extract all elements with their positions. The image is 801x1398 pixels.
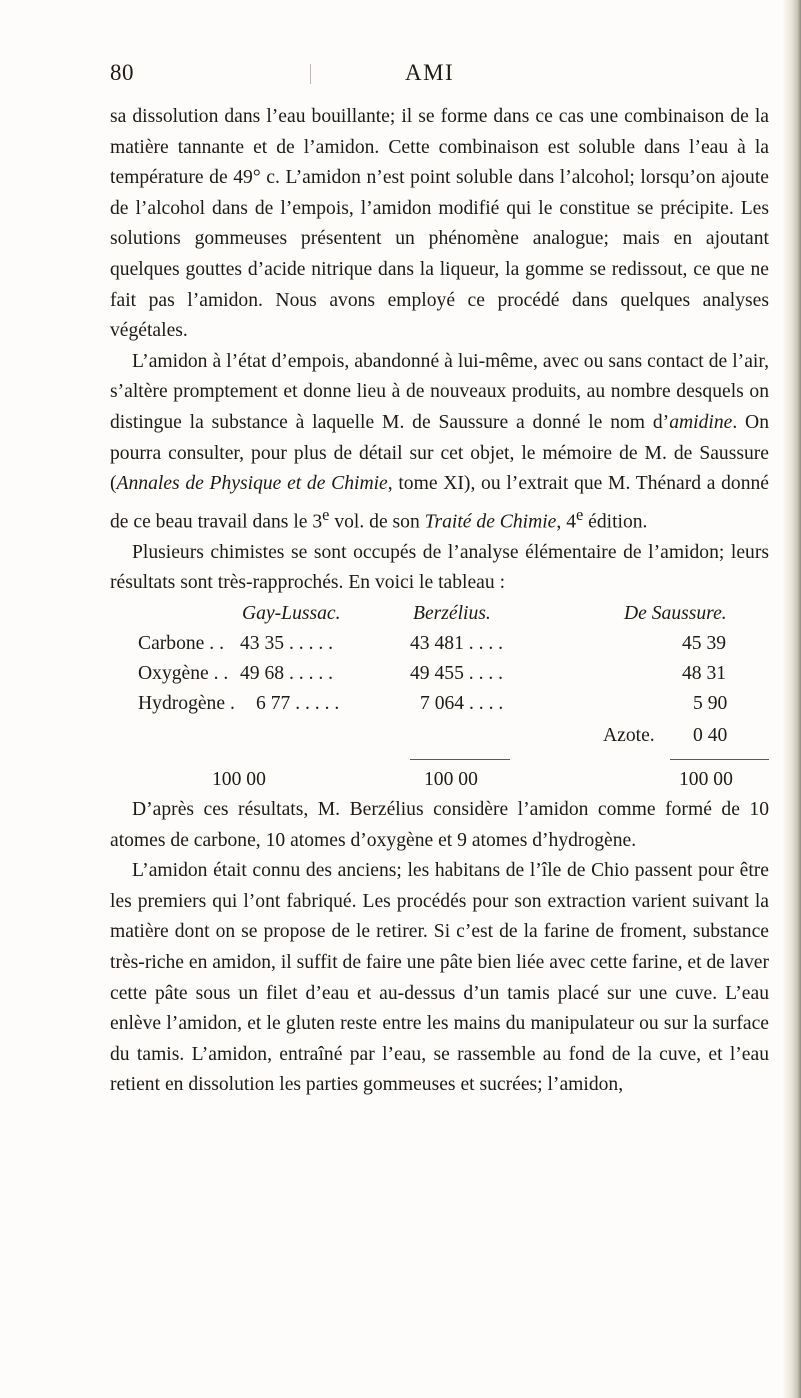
running-head: AMI [405,60,455,85]
table-header-row [110,599,769,629]
cell-value: 49 68 . . . . . [240,663,334,685]
table-totals-row [110,753,769,795]
journal-title: Annales de Physique et de Chimie [116,473,388,495]
page-number: 80 [110,60,134,85]
total-value: 100 00 [424,769,478,791]
paragraph-analysis-intro: Plusieurs chimistes se sont occupés de l’analyse élémentaire de l’amidon; leurs résultats sont très-rapprochés. En voici le tableau : [110,541,769,594]
column-header-berzelius: Berzélius. [413,603,491,625]
paragraph-amidine: L’amidon à l’état d’empois, abandonné à lui-même, avec ou sans contact de l’air, s’altère promptement et donne lieu à de nouveaux produits, au nombre desquels on distingue la substance à laquelle M. de Saussure a donné le nom d’amidine. On pourra consulter, pour plus de détail sur cet objet, le mémoire de M. de Saussure (Annales de Physique et de Chimie, tome XI), ou l’extrait que M. Thénard a donné de ce beau travail dans le 3e vol. de son Traité de Chimie, 4e édition. [110,350,770,533]
table-row [110,659,769,689]
cell-value: 5 90 [693,693,728,715]
cell-value: 49 455 . . . . [410,663,504,685]
column-header-gay-lussac: Gay-Lussac. [242,603,341,625]
row-label: Oxygène . . [138,663,229,685]
analysis-table [110,599,769,721]
table-row-azote [110,721,769,751]
row-label: Azote. [603,725,655,747]
cell-value: 43 35 . . . . . [240,633,334,655]
term-amidine: amidine [669,411,733,433]
page-body [110,102,769,1101]
cell-value: 6 77 . . . . . [256,693,340,715]
total-value: 100 00 [212,769,266,791]
total-value: 100 00 [679,769,733,791]
page-header [110,60,760,100]
cell-value: 45 39 [682,633,727,655]
scan-mark [310,64,311,84]
book-title: Traité de Chimie [424,511,557,533]
page-edge-shadow [783,0,801,1398]
cell-value: 43 481 . . . . [410,633,504,655]
cell-value: 7 064 . . . . [420,693,504,715]
paragraph-berzelius: D’après ces résultats, M. Berzélius considère l’amidon comme formé de 10 atomes de carbone, 10 atomes d’oxygène et 9 atomes d’hydrogène. [110,799,769,851]
azote-row-wrap [110,721,769,753]
table-row [110,689,769,719]
sum-rule [670,759,769,760]
column-header-de-saussure: De Saussure. [624,603,727,625]
row-label: Carbone . . [138,633,224,655]
row-label: Hydrogène . [138,693,235,715]
paragraph-continued: sa dissolution dans l’eau bouillante; il se forme dans ce cas une combinaison de la matière tannante et de l’amidon. Cette combinaison est soluble dans l’eau à la température de 49° c. L’amidon n’est point soluble dans l’alcohol; lorsqu’on ajoute de l’alcohol dans de l’empois, l’amidon modifié qui le constitue se précipite. Les solutions gommeuses présentent un phénomène analogue; mais en ajoutant quelques gouttes d’acide nitrique dans la liqueur, la gomme se redissout, ce que ne fait pas l’amidon. Nous avons employé ce procédé dans quelques analyses végétales. [110,106,769,342]
cell-value: 0 40 [693,725,728,747]
sum-rule [410,759,510,760]
table-row [110,629,769,659]
paragraph-extraction: L’amidon était connu des anciens; les habitans de l’île de Chio passent pour être les premiers qui l’ont fabriqué. Les procédés pour son extraction varient suivant la matière dont on se propose de le retirer. Si c’est de la farine de froment, substance très-riche en amidon, il suffit de faire une pâte bien liée avec cette farine, et de laver cette pâte sous un filet d’eau et au-dessus d’un tamis placé sur une cuve. L’eau enlève l’amidon, et le gluten reste entre les mains du manipulateur ou sur la surface du tamis. L’amidon, entraîné par l’eau, se rassemble au fond de la cuve, et l’eau retient en dissolution les parties gommeuses et sucrées; l’amidon, [110,860,769,1096]
cell-value: 48 31 [682,663,727,685]
